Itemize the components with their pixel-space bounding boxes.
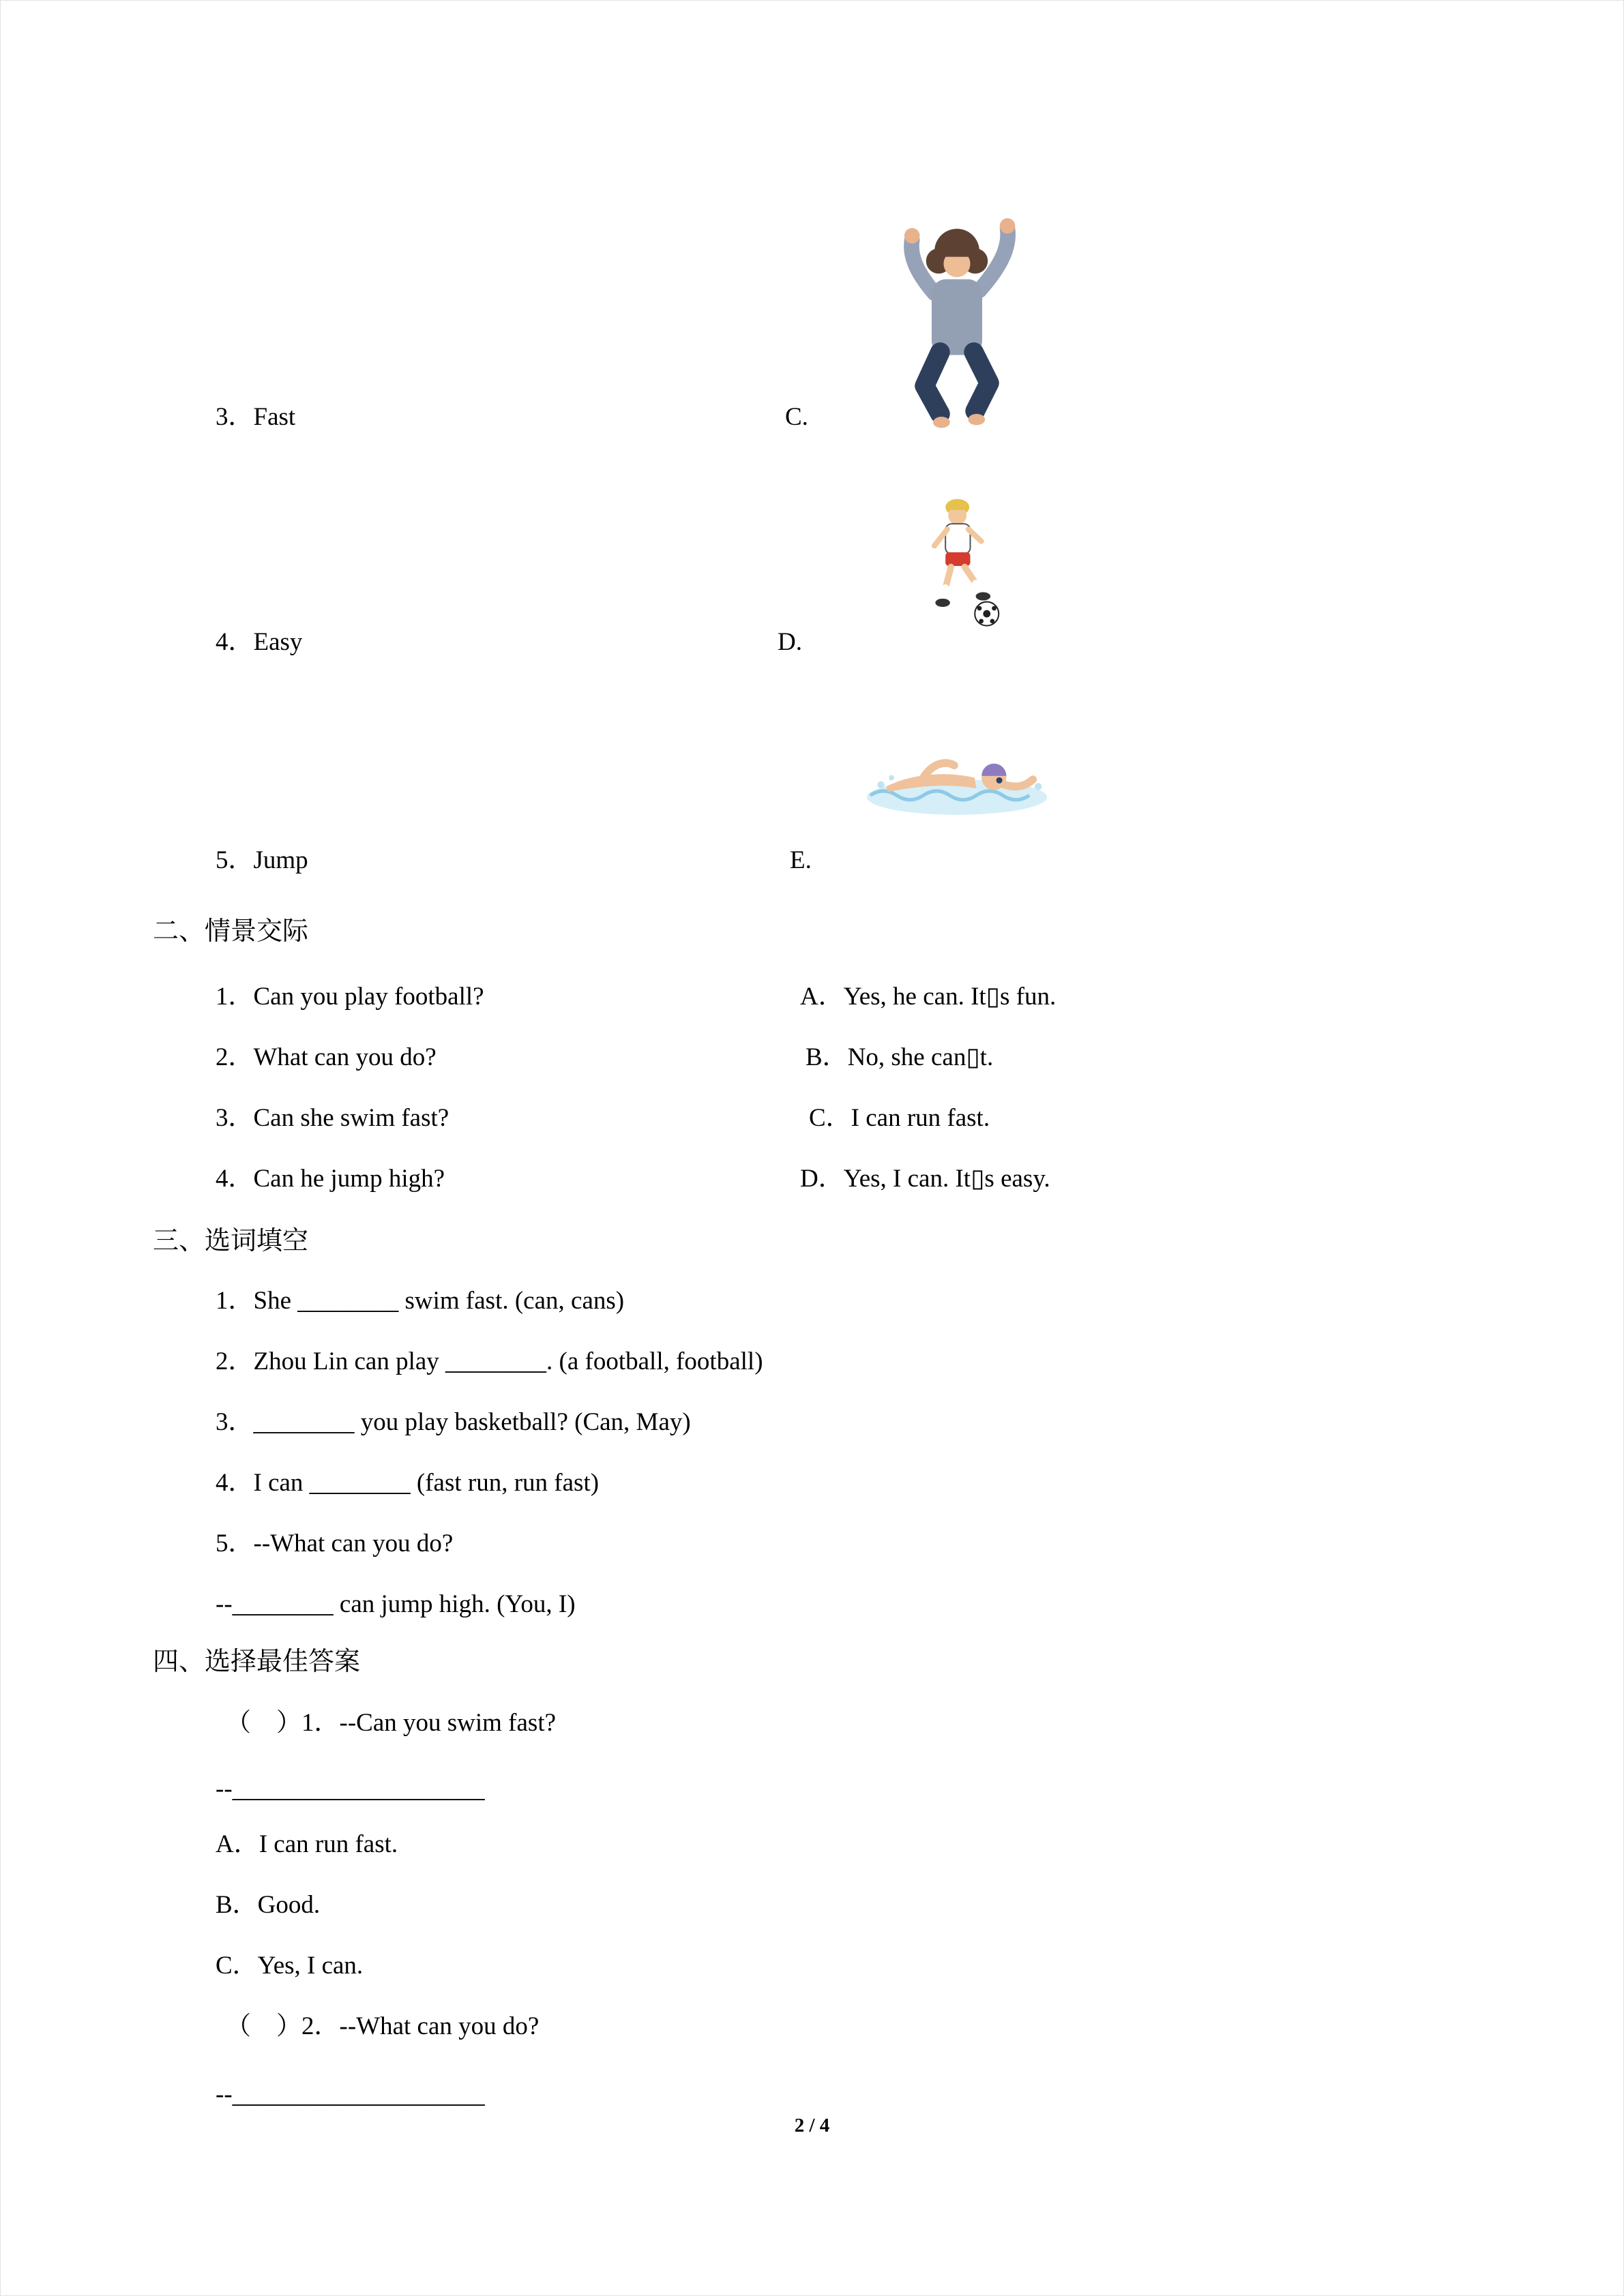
section-choice-title: 四、选择最佳答案 xyxy=(153,1648,361,1676)
fill-item-5: 5．--What can you do? xyxy=(216,1530,454,1557)
dialog-answer-d: D．Yes, I can. It▯s easy. xyxy=(800,1165,1050,1193)
page-number: 2 / 4 xyxy=(794,2115,830,2136)
dialog-answer-a: A．Yes, he can. It▯s fun. xyxy=(800,983,1057,1011)
choice-question-1: （ ）1．--Can you swim fast? xyxy=(226,1709,557,1737)
fill-item-3: 3．________ you play basketball? (Can, May) xyxy=(216,1408,691,1436)
fill-item-2: 2．Zhou Lin can play ________. (a football, football) xyxy=(216,1347,763,1375)
fill-item-1: 1．She ________ swim fast. (can, cans) xyxy=(216,1287,625,1315)
dialog-answer-c: C．I can run fast. xyxy=(809,1104,990,1132)
matching-item-3-letter: C. xyxy=(785,403,808,431)
dialog-question-3: 3．Can she swim fast? xyxy=(216,1104,449,1132)
dialog-answer-b: B．No, she can▯t. xyxy=(806,1043,994,1071)
matching-item-4-letter: D. xyxy=(778,628,802,656)
section-dialog-title: 二、情景交际 xyxy=(153,917,309,946)
dialog-question-1: 1．Can you play football? xyxy=(216,983,484,1011)
jumping-woman-image xyxy=(844,218,1069,439)
dialog-question-2: 2．What can you do? xyxy=(216,1043,437,1071)
swimmer-image xyxy=(861,732,1056,824)
fill-item-5-answer-line: --________ can jump high. (You, I) xyxy=(216,1590,576,1618)
choice-blank-line-2: --____________________ xyxy=(216,2081,485,2108)
matching-item-5-text: 5．Jump xyxy=(216,846,308,874)
choice-option-b: B．Good. xyxy=(216,1891,321,1919)
fill-item-4: 4．I can ________ (fast run, run fast) xyxy=(216,1469,600,1497)
choice-blank-line-1: --____________________ xyxy=(216,1775,485,1803)
football-boy-image xyxy=(906,494,1010,632)
matching-item-4-text: 4．Easy xyxy=(216,628,303,656)
choice-option-a: A．I can run fast. xyxy=(216,1830,398,1858)
matching-item-5-letter: E. xyxy=(790,846,812,874)
choice-question-2: （ ）2．--What can you do? xyxy=(226,2012,540,2040)
choice-option-c: C．Yes, I can. xyxy=(216,1952,364,1980)
matching-item-3-text: 3．Fast xyxy=(216,403,296,431)
dialog-question-4: 4．Can he jump high? xyxy=(216,1165,445,1193)
section-fill-title: 三、选词填空 xyxy=(153,1227,309,1255)
